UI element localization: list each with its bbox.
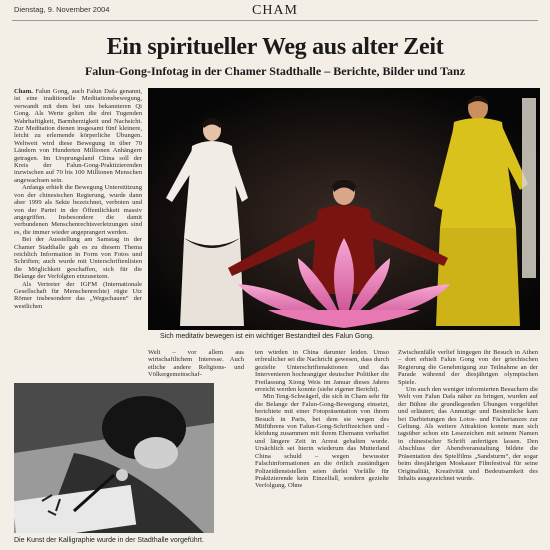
- article-column-2: [148, 349, 244, 379]
- article-subheadline: Falun-Gong-Infotag in der Chamer Stadthalle – Berichte, Bilder und Tanz: [84, 64, 466, 78]
- section-name: CHAM: [251, 3, 298, 18]
- dance-photo: [148, 88, 540, 330]
- col1-paragraph-4: Als Vertreter der IGFM (Internationale Gesellschaft für Menschenrechte) rügte Utz Römer insbesondere das „Wegschauen“ der westlichen: [14, 280, 142, 310]
- col2-paragraph-1: Welt – vor allem aus wirtschaftlichem Interesse. Auch etliche andere Religions- und Völkergemeinschaf-: [148, 349, 244, 379]
- article-headline: Ein spiritueller Weg aus alter Zeit: [106, 34, 444, 60]
- col3-paragraph-2: Min Teng-Schwägerl, die sich in Cham sehr für die Belange der Falun-Gong-Bewegung einsetzt, berichtete mit einer Fotopräsentation von ihrem Besuch in Paris, bei dem sie wegen des Mitführens von Falun-Gong-Schriftzeichen und -kleidung zusammen mit ihrem Ehemann verhaftet und längere Zeit in Arrest gehalten wurde. Ursächlich sei hierin wiederum das Mutterland China schuld – wegen bewusster Falschinformationen an die örtlich zuständigen Polizeidienststellen seien derlei Vorfälle für Praktizierende kein Einzelfall, sondern gezielte Verfolgung. Ohne: [255, 393, 389, 490]
- col1-paragraph-2: Anfangs erhielt die Bewegung Unterstützung von der chinesischen Regierung, wurde dann aber 1999 als Sekte bezeichnet, verboten und von der Partei in der Öffentlichkeit massiv angegriffen. Insbesondere die damit verbundenen Menschenrechtsverletzungen sind es, die immer wieder angeprangert werden.: [14, 184, 142, 236]
- col4-paragraph-1: Zwischenfälle verlief hingegen ihr Besuch in Athen – dort erhielt Falun Gong von der griechischen Regierung die Genehmigung zur Teilnahme an der Parade während der diesjährigen olympischen Spiele.: [398, 349, 538, 386]
- col1-paragraph-1: Falun Gong, auch Falun Dafa genannt, ist eine traditionelle Meditationsbewegung, verwandt mit dem bei uns bekannteren Qi Gong. Als Werte gelten die drei Tugenden Wahrhaftigkeit, Barmherzigkeit und Nachsicht. Zur Meditation dienen insgesamt fünf kleinere, leicht zu erlernende körperliche Übungen. Weltweit wird diese Bewegung in über 70 Ländern von Hunderten Millionen Anhängern getragen. Im Ursprungsland China soll der Kreis der Falun-Gong-Praktizierenden inzwischen auf 70 bis 100 Millionen Menschen angewachsen sein.: [14, 88, 142, 184]
- calligraphy-photo-caption: Die Kunst der Kalligraphie wurde in der Stadthalle vorgeführt.: [14, 537, 204, 544]
- article-column-1: [14, 88, 142, 373]
- calligraphy-photo: [14, 383, 214, 533]
- col4-paragraph-2: Um auch den weniger informierten Besuchern die Welt von Falun Dafa näher zu bringen, wurden auf der Bühne die grundlegenden Übungen vorgeführt und erläutert; das Anmutige und Besinnliche kam bei Darbietungen des Lotos- und Fächertanzes zur Geltung. Als weitere Attraktion konnte man sich tagsüber schon ein Lesezeichen mit seinem Namen in chinesischer Schrift anfertigen lassen. Den Abschluss der Abendveranstaltung bildete die Präsentation des Spielfilms „Sandsturm“, der sogar beim diesjährigen Moskauer Filmfestival für seine Originalität, Kreativität und Bedeutsamkeit des Inhalts ausgezeichnet wurde.: [398, 386, 538, 482]
- col3-paragraph-1: ten würden in China darunter leiden. Umso erfreulicher sei die Nachricht gewesen, dass durch gezielte Unterschriftenaktionen und das Intervenieren hochrangiger deutscher Politiker die Freilassung Xiong Weis im Januar dieses Jahres erreicht werden konnte (siehe eigener Bericht).: [255, 349, 389, 394]
- issue-date: Dienstag, 9. November 2004: [14, 5, 110, 14]
- article-column-4: [398, 349, 538, 543]
- col1-paragraph-3: Bei der Ausstellung am Samstag in der Chamer Stadthalle gab es zu diesem Thema reichlich Information in Form von Fotos und Schriften; auch wurde mit Unterschriftenlisten die Möglichkeit geschaffen, sich für die Belange der Verfolgten einzusetzen.: [14, 236, 142, 281]
- dateline: Cham.: [14, 88, 33, 95]
- calligraphy-photo-image: [14, 383, 214, 533]
- dance-photo-image: [148, 88, 540, 330]
- dance-photo-caption: Sich meditativ bewegen ist ein wichtiger Bestandteil des Falun Gong.: [160, 333, 375, 340]
- article-column-3: [255, 349, 389, 543]
